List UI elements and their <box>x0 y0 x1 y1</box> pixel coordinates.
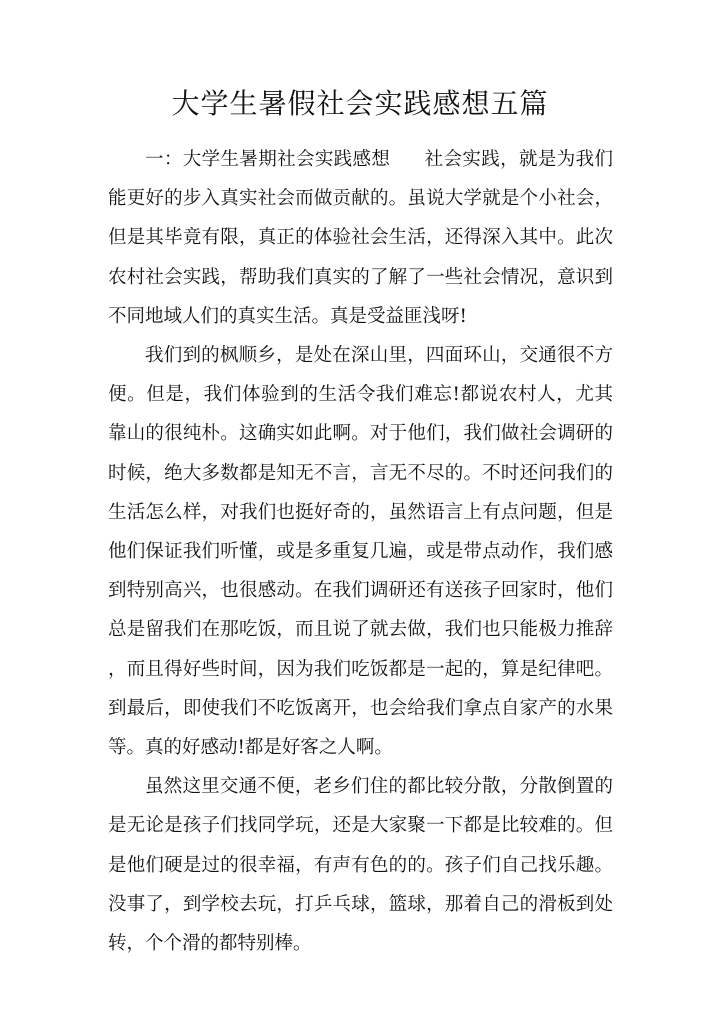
paragraph-1-text: 社会实践，就是为我们能更好的步入真实社会而做贡献的。虽说大学就是个小社会，但是其毕竟有限，真正的体验社会生活，还得深入其中。此次农村社会实践，帮助我们真实的了解了一些社会情况，意识到不同地域人们的真实生活。真是受益匪浅呀! <box>108 149 613 327</box>
paragraph-1-lead: 一：大学生暑期社会实践感想 <box>145 149 391 170</box>
paragraph-3: 虽然这里交通不便，老乡们住的都比较分散，分散倒置的是无论是孩子们找同学玩，还是大家聚一下都是比较难的。但是他们硬是过的很幸福，有声有色的的。孩子们自己找乐趣。没事了，到学校去玩，打乒乓球，篮球，那着自己的滑板到处转，个个滑的都特别棒。 <box>108 776 613 955</box>
paragraph-1 <box>108 140 613 336</box>
document-body <box>108 140 613 963</box>
paragraph-2: 我们到的枫顺乡，是处在深山里，四面环山，交通很不方便。但是，我们体验到的生活令我们难忘!都说农村人，尤其靠山的很纯朴。这确实如此啊。对于他们，我们做社会调研的时候，绝大多数都是知无不言，言无不尽的。不时还问我们的生活怎么样，对我们也挺好奇的，虽然语言上有点问题，但是他们保证我们听懂，或是多重复几遍，或是带点动作，我们感到特别高兴，也很感动。在我们调研还有送孩子回家时，他们总是留我们在那吃饭，而且说了就去做，我们也只能极力推辞，而且得好些时间，因为我们吃饭都是一起的，算是纪律吧。到最后，即使我们不吃饭离开，也会给我们拿点自家产的水果等。真的好感动!都是好客之人啊。 <box>108 345 613 759</box>
document-title: 大学生暑假社会实践感想五篇 <box>171 87 549 120</box>
